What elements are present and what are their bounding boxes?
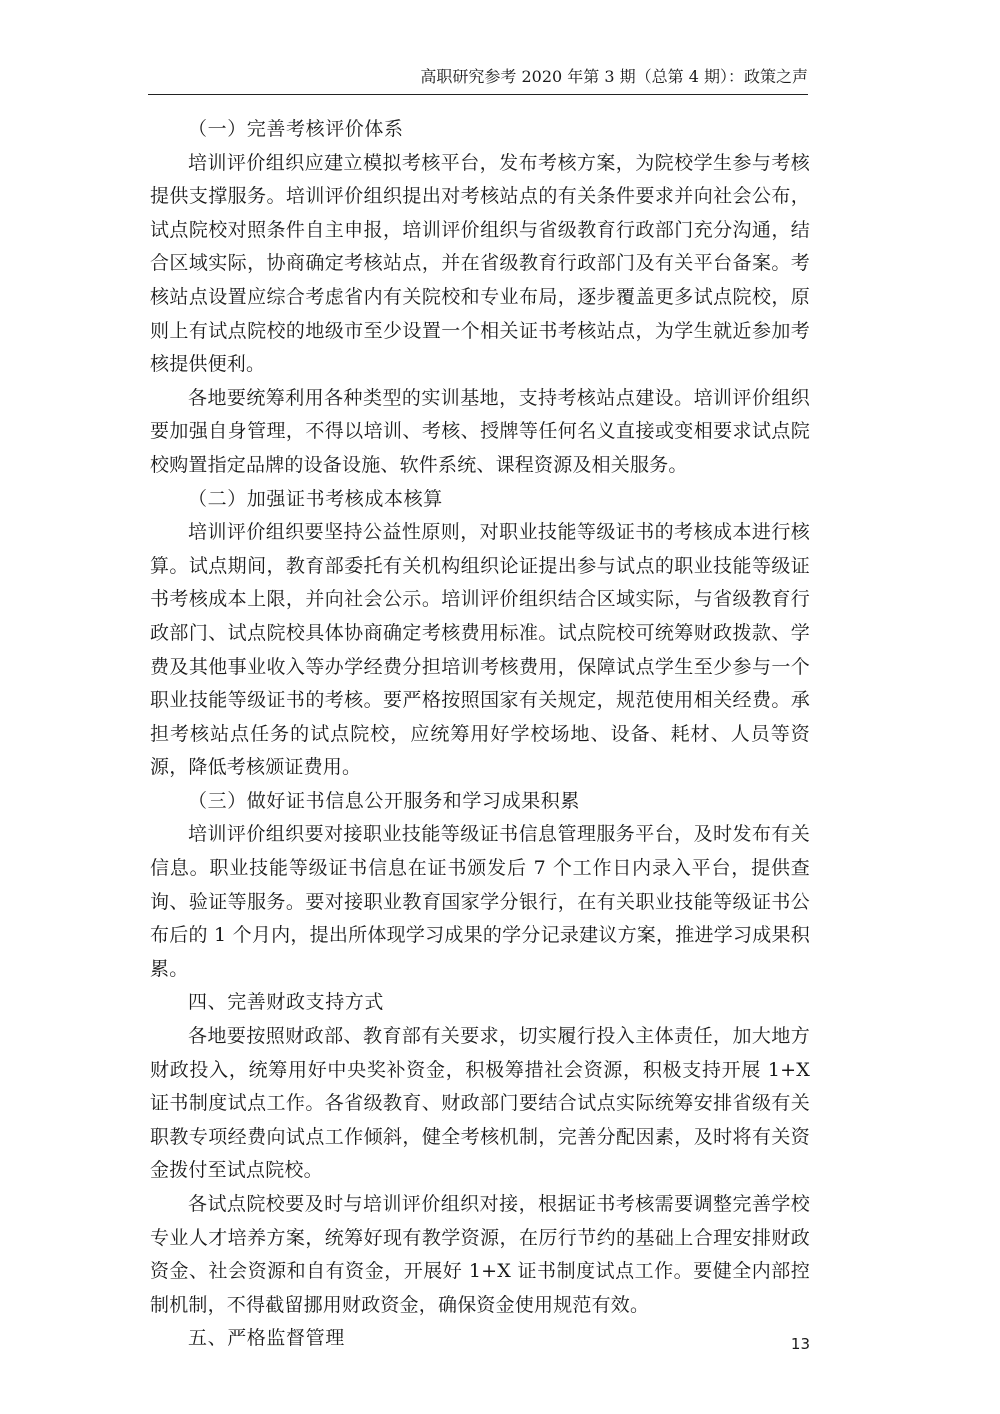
- paragraph: 培训评价组织要对接职业技能等级证书信息管理服务平台，及时发布有关信息。职业技能等级证书信息在证书颁发后 7 个工作日内录入平台，提供查询、验证等服务。要对接职业教育国家学分银行，在有关职业技能等级证书公布后的 1 个月内，提出所体现学习成果的学分记录建议方案，推进学习成果积累。: [150, 823, 810, 980]
- section-heading: 四、完善财政支持方式: [188, 991, 385, 1014]
- paragraph: 各地要统筹利用各种类型的实训基地，支持考核站点建设。培训评价组织要加强自身管理，不得以培训、考核、授牌等任何名义直接或变相要求试点院校购置指定品牌的设备设施、软件系统、课程资源及相关服务。: [150, 386, 810, 476]
- section-heading: （三）做好证书信息公开服务和学习成果积累: [188, 789, 581, 812]
- section-heading: （一）完善考核评价体系: [188, 118, 404, 140]
- paragraph: 各试点院校要及时与培训评价组织对接，根据证书考核需要调整完善学校专业人才培养方案，统筹好现有教学资源，在厉行节约的基础上合理安排财政资金、社会资源和自有资金，开展好 1+X 证书制度试点工作。要健全内部控制机制，不得截留挪用财政资金，确保资金使用规范有效。: [150, 1193, 810, 1316]
- running-header: 高职研究参考 2020 年第 3 期（总第 4 期）：政策之声: [420, 67, 808, 86]
- page-body: [150, 113, 810, 1356]
- section-heading: （二）加强证书考核成本核算: [188, 487, 443, 510]
- page-number: 13: [790, 1335, 810, 1353]
- paragraph: 培训评价组织要坚持公益性原则，对职业技能等级证书的考核成本进行核算。试点期间，教育部委托有关机构组织论证提出参与试点的职业技能等级证书考核成本上限，并向社会公示。培训评价组织结合区域实际，与省级教育行政部门、试点院校具体协商确定考核费用标准。试点院校可统筹财政拨款、学费及其他事业收入等办学经费分担培训考核费用，保障试点学生至少参与一个职业技能等级证书的考核。要严格按照国家有关规定，规范使用相关经费。承担考核站点任务的试点院校，应统筹用好学校场地、设备、耗材、人员等资源，降低考核颁证费用。: [150, 521, 810, 779]
- paragraph: 各地要按照财政部、教育部有关要求，切实履行投入主体责任，加大地方财政投入，统筹用好中央奖补资金，积极筹措社会资源，积极支持开展 1+X 证书制度试点工作。各省级教育、财政部门要结合试点实际统筹安排省级有关职教专项经费向试点工作倾斜，健全考核机制，完善分配因素，及时将有关资金拨付至试点院校。: [150, 1025, 810, 1182]
- section-heading: 五、严格监督管理: [188, 1327, 345, 1350]
- header-rule: [148, 94, 808, 95]
- paragraph: 培训评价组织应建立模拟考核平台，发布考核方案，为院校学生参与考核提供支撑服务。培训评价组织提出对考核站点的有关条件要求并向社会公布，试点院校对照条件自主申报，培训评价组织与省级教育行政部门充分沟通，结合区域实际，协商确定考核站点，并在省级教育行政部门及有关平台备案。考核站点设置应综合考虑省内有关院校和专业布局，逐步覆盖更多试点院校，原则上有试点院校的地级市至少设置一个相关证书考核站点，为学生就近参加考核提供便利。: [150, 151, 810, 376]
